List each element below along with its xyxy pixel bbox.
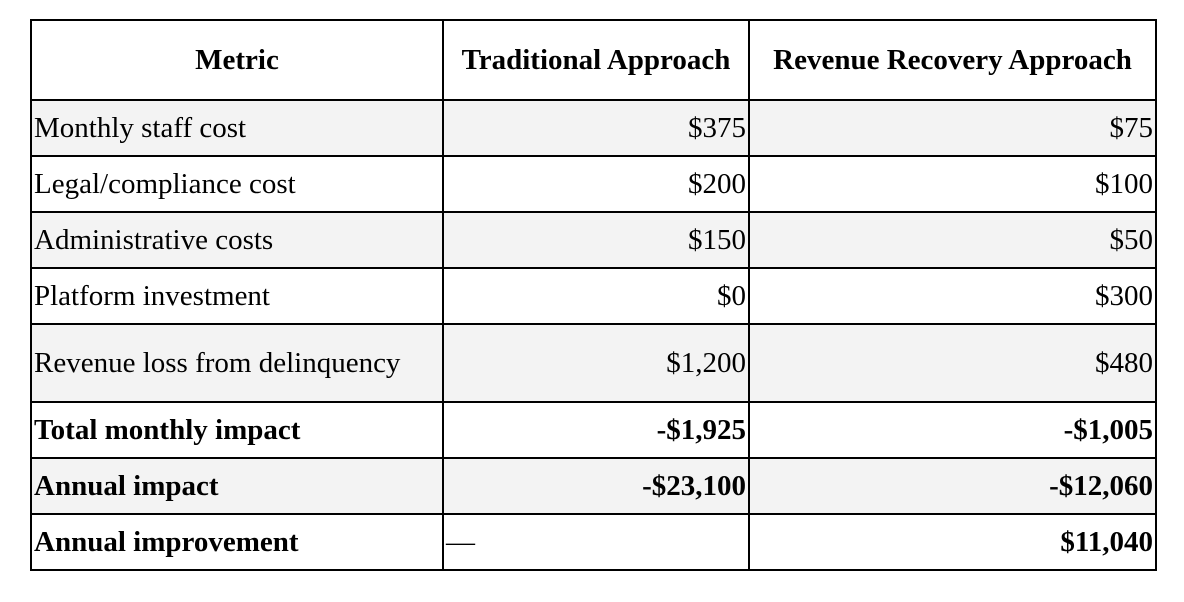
traditional-cell: — bbox=[443, 514, 749, 570]
recovery-cell: $75 bbox=[749, 100, 1156, 156]
header-traditional-approach: Traditional Approach bbox=[443, 20, 749, 100]
traditional-cell: $1,200 bbox=[443, 324, 749, 402]
table-row bbox=[31, 156, 1156, 212]
metric-cell: Legal/compliance cost bbox=[31, 156, 443, 212]
header-metric: Metric bbox=[31, 20, 443, 100]
table-row bbox=[31, 268, 1156, 324]
metric-cell: Total monthly impact bbox=[31, 402, 443, 458]
metric-cell: Platform investment bbox=[31, 268, 443, 324]
traditional-cell: $150 bbox=[443, 212, 749, 268]
table-header bbox=[31, 20, 1156, 100]
table-row bbox=[31, 212, 1156, 268]
comparison-table bbox=[30, 19, 1157, 571]
recovery-cell: $480 bbox=[749, 324, 1156, 402]
metric-cell: Administrative costs bbox=[31, 212, 443, 268]
recovery-cell: $50 bbox=[749, 212, 1156, 268]
metric-cell: Annual improvement bbox=[31, 514, 443, 570]
header-revenue-recovery-approach: Revenue Recovery Approach bbox=[749, 20, 1156, 100]
recovery-cell: $11,040 bbox=[749, 514, 1156, 570]
table-row bbox=[31, 100, 1156, 156]
table-row-annual-improvement bbox=[31, 514, 1156, 570]
traditional-cell: $200 bbox=[443, 156, 749, 212]
header-row bbox=[31, 20, 1156, 100]
traditional-cell: $375 bbox=[443, 100, 749, 156]
recovery-cell: $100 bbox=[749, 156, 1156, 212]
metric-cell: Monthly staff cost bbox=[31, 100, 443, 156]
traditional-cell: -$1,925 bbox=[443, 402, 749, 458]
metric-cell: Revenue loss from delinquency bbox=[31, 324, 443, 402]
table-row-total-monthly bbox=[31, 402, 1156, 458]
metric-cell: Annual impact bbox=[31, 458, 443, 514]
table-row bbox=[31, 324, 1156, 402]
recovery-cell: -$1,005 bbox=[749, 402, 1156, 458]
traditional-cell: $0 bbox=[443, 268, 749, 324]
recovery-cell: $300 bbox=[749, 268, 1156, 324]
recovery-cell: -$12,060 bbox=[749, 458, 1156, 514]
table-row-annual-impact bbox=[31, 458, 1156, 514]
table-body bbox=[31, 100, 1156, 570]
traditional-cell: -$23,100 bbox=[443, 458, 749, 514]
